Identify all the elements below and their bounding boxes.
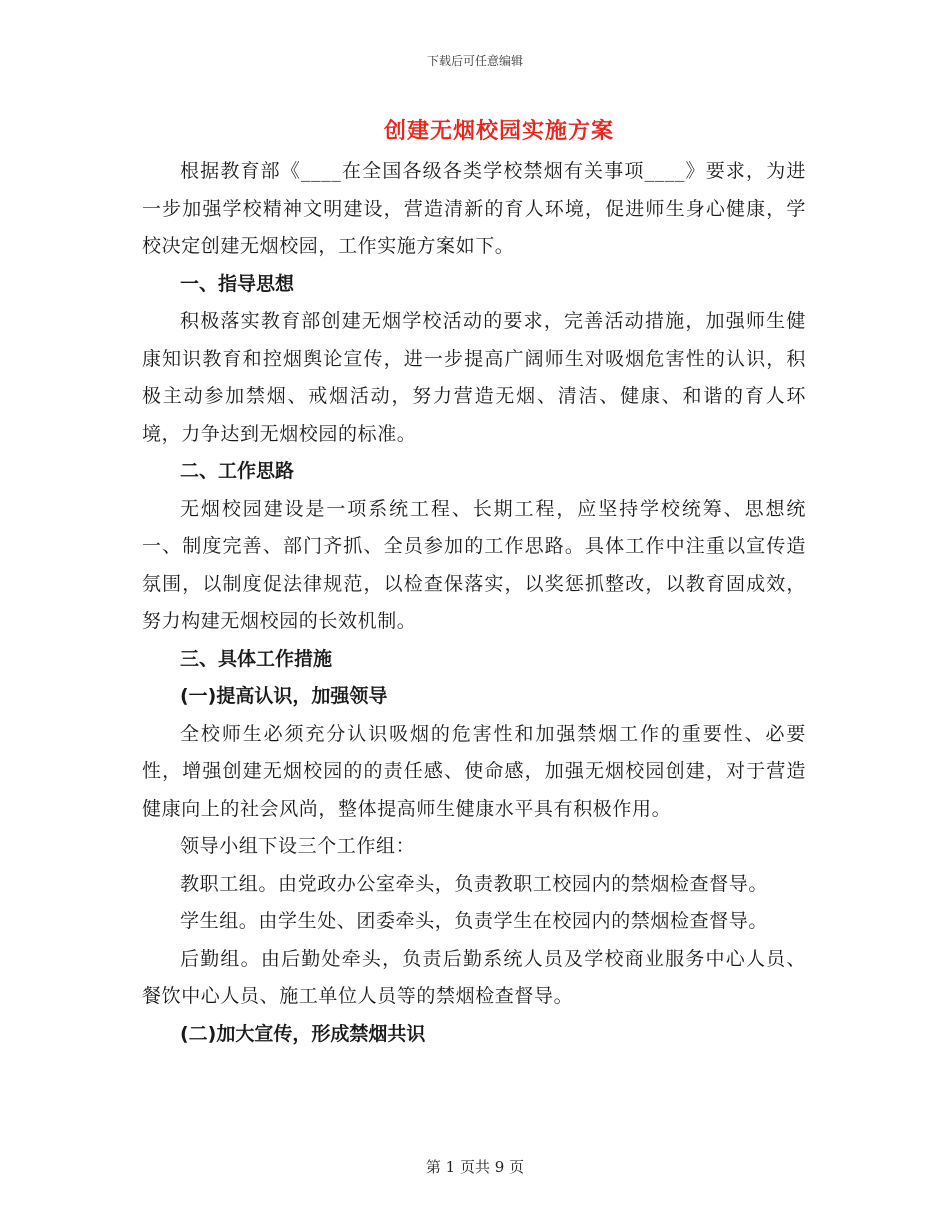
- subsection-heading-awareness-leadership: (一)提高认识，加强领导: [180, 685, 388, 707]
- logistics-group-paragraph: 后勤组。由后勤处牵头，负责后勤系统人员及学校商业服务中心人员、餐饮中心人员、施工单位人员等的禁烟检查督导。: [142, 947, 806, 1007]
- guiding-ideology-paragraph: 积极落实教育部创建无烟学校活动的要求，完善活动措施，加强师生健康知识教育和控烟舆论宣传，进一步提高广阔师生对吸烟危害性的认识，积极主动参加禁烟、戒烟活动，努力营造无烟、清洁、健康、和谐的育人环境，力争达到无烟校园的标准。: [142, 310, 806, 445]
- document-body: [142, 153, 806, 1053]
- work-approach-paragraph: 无烟校园建设是一项系统工程、长期工程，应坚持学校统筹、思想统一、制度完善、部门齐抓、全员参加的工作思路。具体工作中注重以宣传造氛围，以制度促法律规范，以检查保落实，以奖惩抓整改，以教育固成效，努力构建无烟校园的长效机制。: [142, 497, 806, 632]
- section-heading-guiding-ideology: 一、指导思想: [180, 272, 295, 295]
- working-groups-intro: 领导小组下设三个工作组：: [180, 835, 416, 857]
- section-heading-specific-measures: 三、具体工作措施: [180, 647, 333, 670]
- student-group-paragraph: 学生组。由学生处、团委牵头，负责学生在校园内的禁烟检查督导。: [180, 910, 769, 932]
- section-heading-work-approach: 二、工作思路: [180, 460, 295, 482]
- intro-paragraph: 根据教育部《____在全国各级各类学校禁烟有关事项____》要求，为进一步加强学校精神文明建设，营造清新的育人环境，促进师生身心健康，学校决定创建无烟校园，工作实施方案如下。: [142, 160, 806, 257]
- page-number-footer: 第 1 页共 9 页: [425, 1158, 525, 1176]
- awareness-paragraph: 全校师生必须充分认识吸烟的危害性和加强禁烟工作的重要性、必要性，增强创建无烟校园的的责任感、使命感，加强无烟校园创建，对于营造健康向上的社会风尚，整体提高师生健康水平具有积极作用。: [142, 722, 806, 820]
- header-note: 下载后可任意编辑: [426, 54, 523, 68]
- subsection-heading-publicity: (二)加大宣传，形成禁烟共识: [180, 1022, 426, 1045]
- staff-group-paragraph: 教职工组。由党政办公室牵头，负责教职工校园内的禁烟检查督导。: [180, 872, 769, 895]
- document-title: 创建无烟校园实施方案: [383, 118, 614, 144]
